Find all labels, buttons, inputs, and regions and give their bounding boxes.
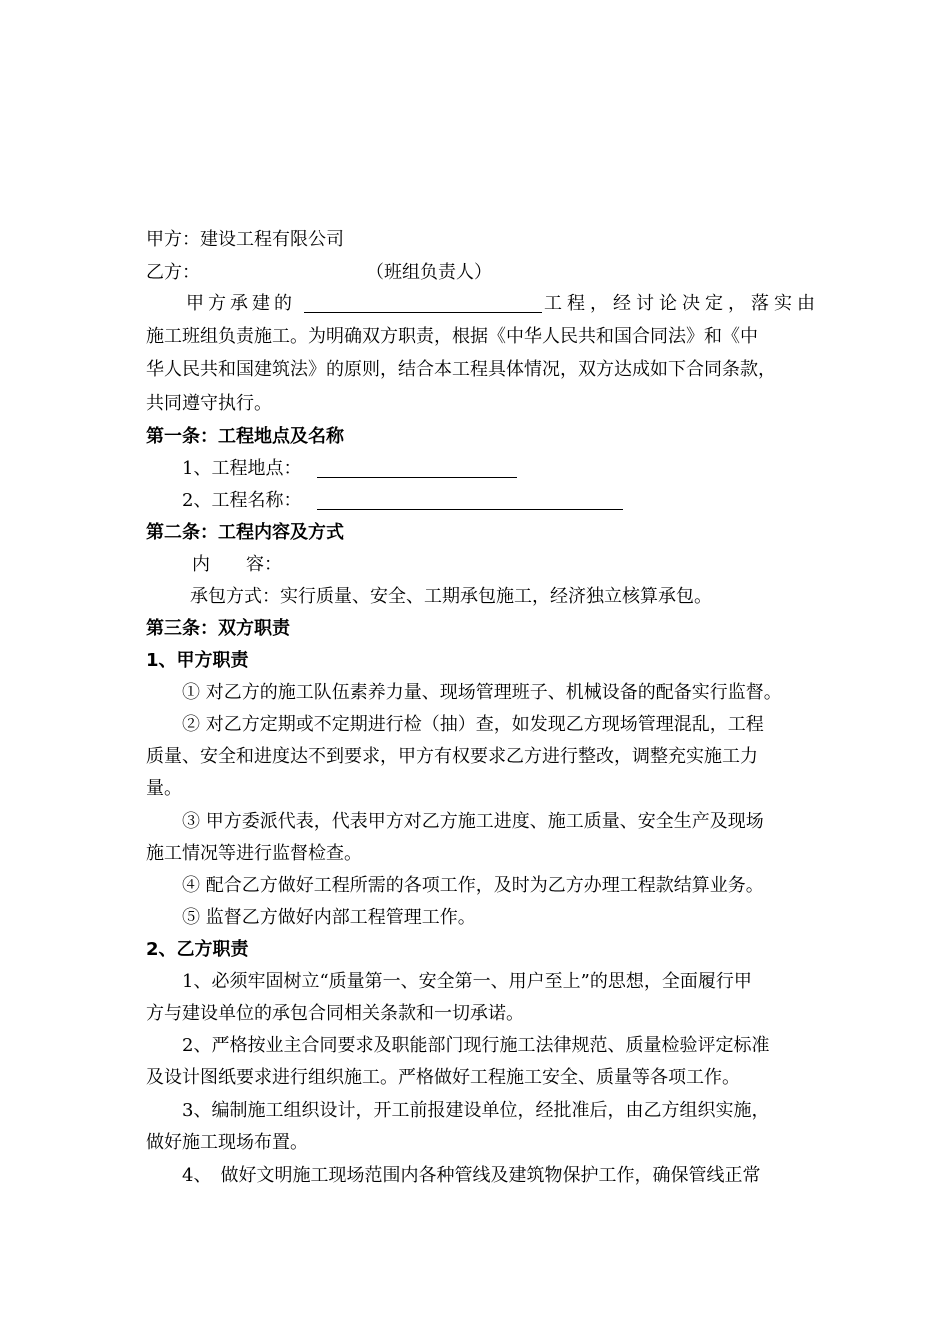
article3-title: 第三条：双方职责 (146, 618, 290, 639)
b-duty-1-line2: 方与建设单位的承包合同相关条款和一切承诺。 (146, 1003, 524, 1024)
b-duty-3-line2: 做好施工现场布置。 (146, 1132, 308, 1153)
intro-line-3: 华人民共和国建筑法》的原则，结合本工程具体情况，双方达成如下合同条款， (146, 359, 776, 380)
a-duty-2-line2: 质量、安全和进度达不到要求，甲方有权要求乙方进行整改，调整充实施工力 (146, 746, 758, 767)
b-duty-4-line1: 4、 做好文明施工现场范围内各种管线及建筑物保护工作，确保管线正常 (182, 1165, 761, 1186)
party-b-duties-title: 2、乙方职责 (146, 939, 249, 960)
intro-line-4: 共同遵守执行。 (146, 393, 272, 414)
b-duty-3-line1: 3、编制施工组织设计，开工前报建设单位，经批准后，由乙方组织实施， (182, 1100, 770, 1121)
a-duty-2-line1: ② 对乙方定期或不定期进行检（抽）查，如发现乙方现场管理混乱，工程 (182, 714, 764, 735)
article1-item1 (182, 457, 301, 481)
a-duty-3-line2: 施工情况等进行监督检查。 (146, 843, 362, 864)
project-name-field-blank (317, 491, 623, 510)
intro-line1-post: 工程，经讨论决定，落实由 (544, 293, 820, 314)
a-duty-2-line3: 量。 (146, 778, 182, 799)
project-name-label: 2、工程名称： (182, 490, 302, 511)
b-duty-2-line1: 2、严格按业主合同要求及职能部门现行施工法律规范、质量检验评定标准 (182, 1035, 770, 1056)
party-a-duties-title: 1、甲方职责 (146, 650, 249, 671)
a-duty-5: ⑤ 监督乙方做好内部工程管理工作。 (182, 907, 476, 928)
a-duty-3-line1: ③ 甲方委派代表，代表甲方对乙方施工进度、施工质量、安全生产及现场 (182, 811, 764, 832)
party-a-line: 甲方：建设工程有限公司 (146, 229, 344, 250)
project-name-blank (304, 294, 542, 313)
intro-line-2: 施工班组负责施工。为明确双方职责，根据《中华人民共和国合同法》和《中 (146, 326, 758, 347)
b-duty-1-line1: 1、必须牢固树立“质量第一、安全第一、用户至上”的思想，全面履行甲 (182, 971, 752, 992)
party-b-line (146, 261, 492, 285)
intro-line1-pre: 甲方承建的 (186, 293, 296, 314)
content-label: 内 容： (192, 554, 282, 575)
article2-title: 第二条：工程内容及方式 (146, 522, 344, 543)
a-duty-4: ④ 配合乙方做好工程所需的各项工作，及时为乙方办理工程款结算业务。 (182, 875, 764, 896)
party-b-role: （班组负责人） (366, 262, 492, 283)
party-b-label: 乙方： (146, 262, 200, 283)
article1-item2 (182, 489, 301, 513)
b-duty-2-line2: 及设计图纸要求进行组织施工。严格做好工程施工安全、质量等各项工作。 (146, 1067, 740, 1088)
a-duty-1: ① 对乙方的施工队伍素养力量、现场管理班子、机械设备的配备实行监督。 (182, 682, 782, 703)
location-blank (317, 459, 517, 478)
contract-method: 承包方式：实行质量、安全、工期承包施工，经济独立核算承包。 (190, 586, 712, 607)
article1-title: 第一条：工程地点及名称 (146, 426, 344, 447)
location-label: 1、工程地点： (182, 458, 302, 479)
